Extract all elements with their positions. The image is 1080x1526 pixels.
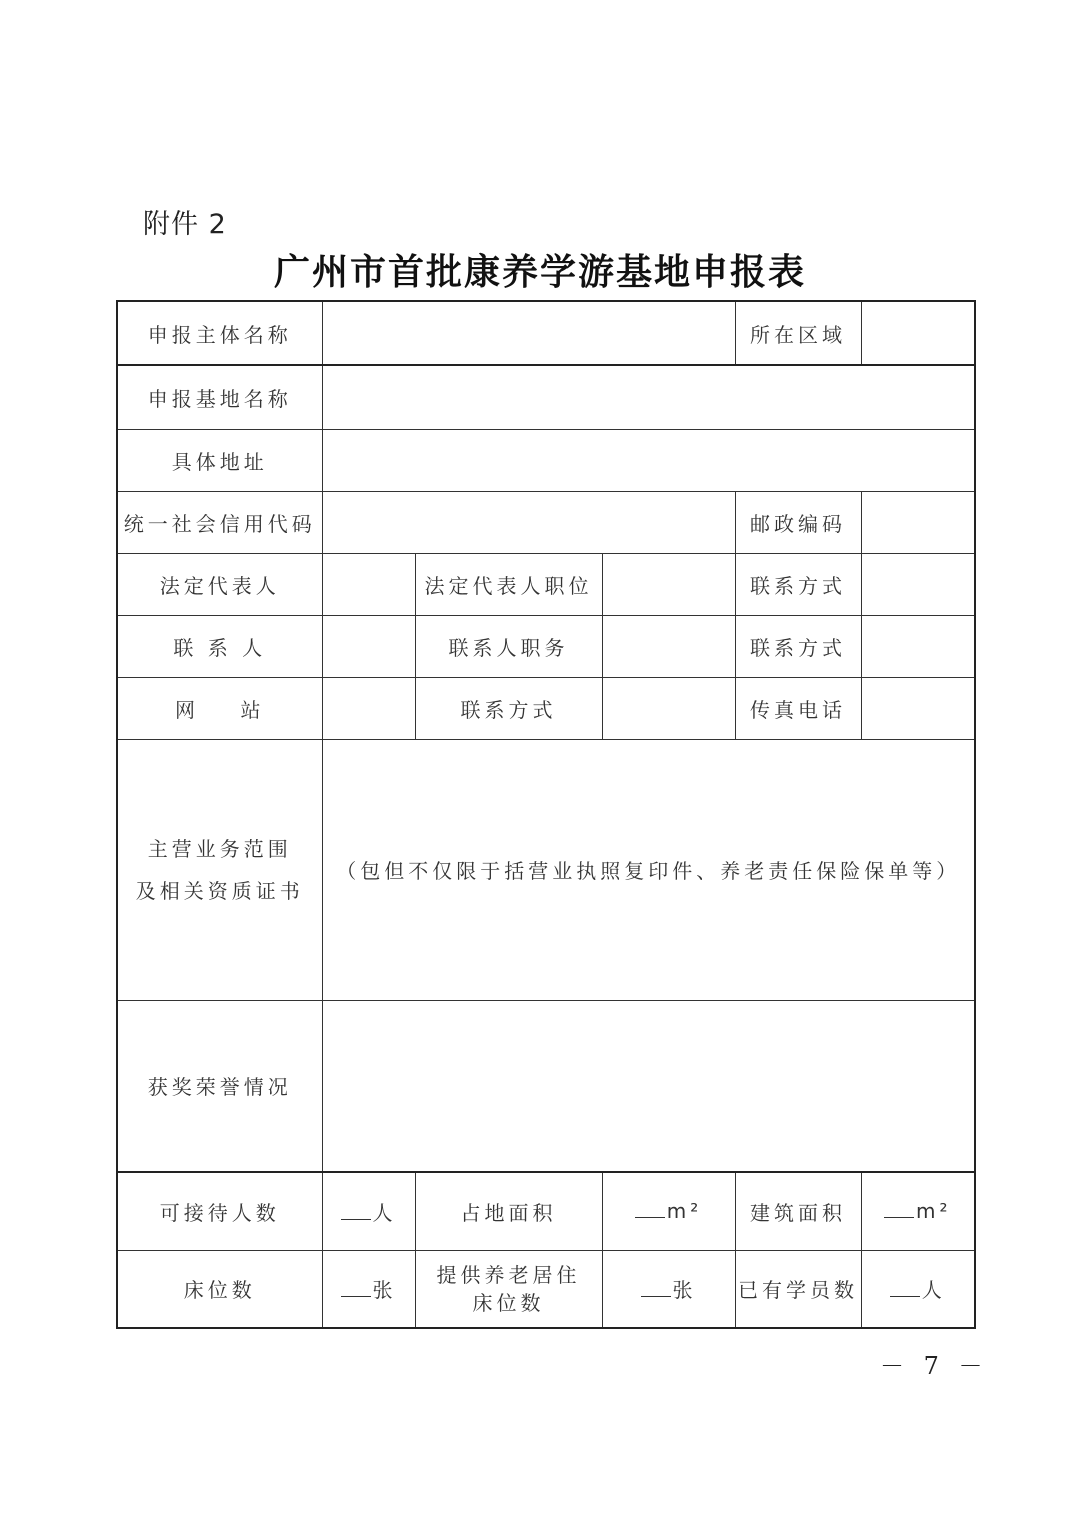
fax-label: 传真电话 <box>735 677 861 739</box>
business-scope-field[interactable] <box>322 739 975 1000</box>
legal-rep-position-field[interactable] <box>602 553 735 615</box>
elderly-beds-unit: 张 <box>672 1278 697 1303</box>
base-name-field[interactable] <box>322 365 975 429</box>
awards-label: 获奖荣誉情况 <box>117 1000 322 1172</box>
land-area-unit: m² <box>666 1199 703 1224</box>
land-area-label: 占地面积 <box>415 1172 602 1250</box>
capacity-blank[interactable] <box>341 1203 371 1220</box>
table-row <box>117 429 975 491</box>
table-row <box>117 739 975 1000</box>
elderly-beds-field[interactable] <box>602 1250 735 1328</box>
capacity-unit: 人 <box>372 1200 397 1225</box>
region-label: 所在区域 <box>735 301 861 365</box>
table-row <box>117 1000 975 1172</box>
business-scope-label <box>117 739 322 1000</box>
elderly-beds-label-line1: 提供养老居住 <box>436 1262 581 1287</box>
postcode-label: 邮政编码 <box>735 491 861 553</box>
postcode-field[interactable] <box>861 491 975 553</box>
beds-field[interactable] <box>322 1250 415 1328</box>
table-row <box>117 553 975 615</box>
region-field[interactable] <box>861 301 975 365</box>
contact-method-label: 联系方式 <box>415 677 602 739</box>
students-field[interactable] <box>861 1250 975 1328</box>
students-label: 已有学员数 <box>735 1250 861 1328</box>
legal-rep-label: 法定代表人 <box>117 553 322 615</box>
table-row <box>117 491 975 553</box>
legal-rep-position-label: 法定代表人职位 <box>415 553 602 615</box>
table-row <box>117 677 975 739</box>
page-title: 广州市首批康养学游基地申报表 <box>273 251 806 293</box>
capacity-field[interactable] <box>322 1172 415 1250</box>
contact-person-field[interactable] <box>322 615 415 677</box>
business-scope-label-line2: 及相关资质证书 <box>135 878 304 903</box>
contact-person-title-field[interactable] <box>602 615 735 677</box>
credit-code-field[interactable] <box>322 491 735 553</box>
table-row <box>117 1172 975 1250</box>
contact-method-label: 联系方式 <box>735 553 861 615</box>
page-number: － 7 － <box>880 1352 989 1380</box>
contact-method-field[interactable] <box>861 553 975 615</box>
contact-person-label: 联 系 人 <box>117 615 322 677</box>
base-name-label: 申报基地名称 <box>117 365 322 429</box>
capacity-label: 可接待人数 <box>117 1172 322 1250</box>
contact-method-field[interactable] <box>861 615 975 677</box>
elderly-beds-label <box>415 1250 602 1328</box>
contact-person-title-label: 联系人职务 <box>415 615 602 677</box>
business-scope-note: （包但不仅限于括营业执照复印件、养老责任保险保单等） <box>336 859 961 883</box>
building-area-label: 建筑面积 <box>735 1172 861 1250</box>
table-row <box>117 1250 975 1328</box>
table-row <box>117 365 975 429</box>
website-label: 网 站 <box>117 677 322 739</box>
land-area-field[interactable] <box>602 1172 735 1250</box>
contact-method-label: 联系方式 <box>735 615 861 677</box>
elderly-beds-label-line2: 床位数 <box>472 1290 545 1315</box>
credit-code-label: 统一社会信用代码 <box>117 491 322 553</box>
address-label: 具体地址 <box>117 429 322 491</box>
table-row <box>117 301 975 365</box>
beds-label: 床位数 <box>117 1250 322 1328</box>
application-form-table <box>116 300 976 1329</box>
land-area-blank[interactable] <box>635 1201 665 1218</box>
building-area-blank[interactable] <box>884 1201 914 1218</box>
students-unit: 人 <box>921 1278 946 1303</box>
building-area-unit: m² <box>916 1199 952 1224</box>
legal-rep-field[interactable] <box>322 553 415 615</box>
website-field[interactable] <box>322 677 415 739</box>
students-blank[interactable] <box>890 1280 920 1297</box>
attachment-label: 附件 2 <box>143 209 227 240</box>
awards-field[interactable] <box>322 1000 975 1172</box>
table-row <box>117 615 975 677</box>
business-scope-label-line1: 主营业务范围 <box>147 836 292 861</box>
beds-blank[interactable] <box>341 1280 371 1297</box>
beds-unit: 张 <box>372 1278 397 1303</box>
contact-method-field[interactable] <box>602 677 735 739</box>
applicant-name-label: 申报主体名称 <box>117 301 322 365</box>
fax-field[interactable] <box>861 677 975 739</box>
address-field[interactable] <box>322 429 975 491</box>
building-area-field[interactable] <box>861 1172 975 1250</box>
elderly-beds-blank[interactable] <box>641 1280 671 1297</box>
applicant-name-field[interactable] <box>322 301 735 365</box>
